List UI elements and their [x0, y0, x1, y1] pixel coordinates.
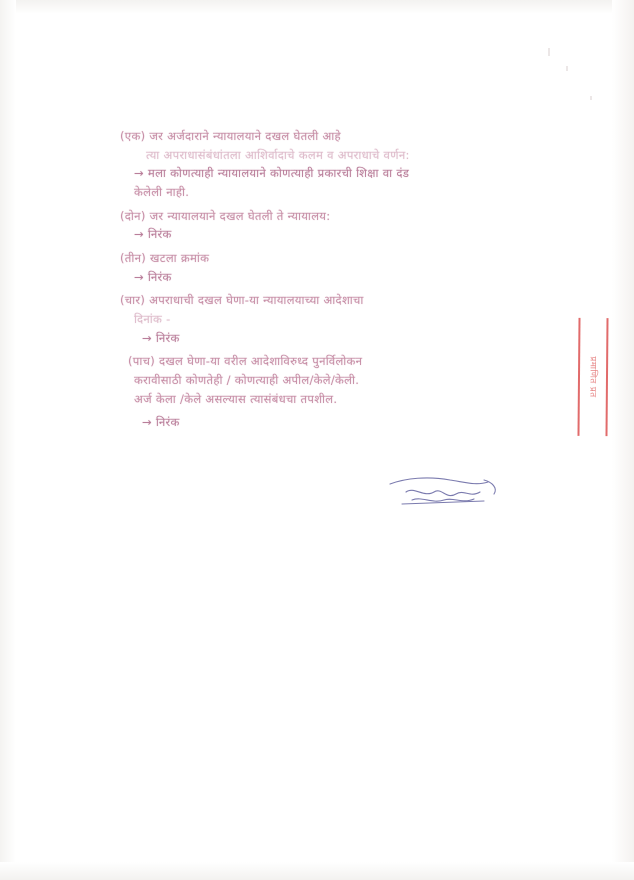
page-edge-bottom: [0, 862, 634, 880]
scan-speck: [566, 66, 568, 71]
page-edge-left: [0, 0, 16, 880]
scan-speck: [548, 48, 550, 56]
document-line: (दोन) जर न्यायालयाने दखल घेतली ते न्यायालय:: [120, 208, 331, 223]
page-edge-top: [0, 0, 634, 14]
document-line: करावीसाठी कोणतेही / कोणत्याही अपील/केले/केली.: [134, 373, 360, 388]
document-line: → निरंक: [142, 415, 180, 430]
stamp-text: प्रमाणित प्रत: [587, 356, 598, 398]
document-line: → निरंक: [134, 269, 172, 284]
document-line: केलेली नाही.: [134, 185, 190, 200]
document-line: (तीन) खटला क्रमांक: [120, 251, 210, 266]
document-line: → निरंक: [134, 227, 172, 242]
document-line: त्या अपराधासंबंधांतला आशिर्वादाचे कलम व अपराधाचे वर्णन:: [146, 147, 410, 162]
page-edge-right: [612, 0, 634, 880]
document-line: → निरंक: [142, 330, 180, 345]
scan-speck: [590, 96, 592, 100]
document-line: (चार) अपराधाची दखल घेणा-या न्यायालयाच्या आदेशाचा: [120, 293, 364, 308]
handwritten-signature: [388, 470, 508, 516]
document-line: अर्ज केला /केले असल्यास त्यासंबंधचा तपशील.: [134, 391, 338, 406]
document-text-block: [120, 128, 540, 431]
document-line: (एक) जर अर्जदाराने न्यायालयाने दखल घेतली आहे: [120, 129, 341, 143]
red-vertical-stamp: [577, 318, 608, 436]
document-line: (पाच) दखल घेणा-या वरील आदेशाविरुध्द पुनर्विलोकन: [128, 354, 363, 369]
document-line: दिनांक -: [134, 312, 171, 327]
document-line: → मला कोणत्याही न्यायालयाने कोणत्याही प्रकारची शिक्षा वा दंड: [134, 166, 410, 181]
